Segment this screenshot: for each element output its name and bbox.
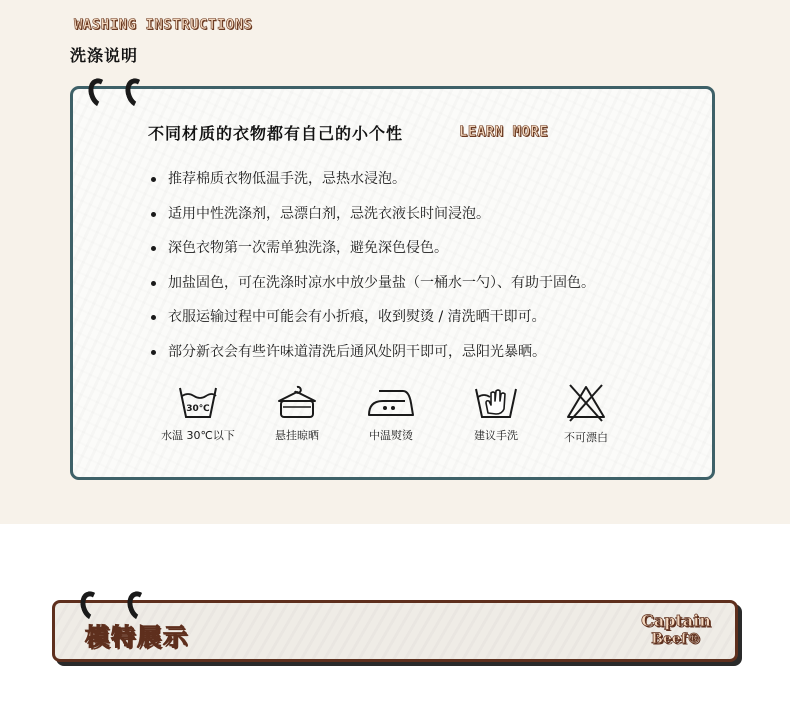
wash-temp-badge: 30℃ (186, 404, 210, 414)
care-label: 水温 30℃以下 (161, 429, 235, 442)
list-item: 加盐固色，可在洗涤时凉水中放少量盐（一桶水一勺）、有助于固色。 (151, 273, 595, 308)
care-label: 不可漂白 (564, 431, 608, 444)
care-item (448, 383, 544, 443)
list-item: 深色衣物第一次需单独洗涤，避免深色侵色。 (151, 238, 595, 273)
section-heading-cn: 洗涤说明 (70, 46, 139, 65)
care-item (150, 383, 246, 443)
learn-more-link[interactable]: LEARN MORE (459, 124, 549, 140)
instructions-card (70, 86, 715, 480)
binder-ring-icon (85, 75, 116, 111)
care-icons-row (73, 383, 712, 463)
card-title: 不同材质的衣物都有自己的小个性 (148, 124, 404, 143)
list-item: 衣服运输过程中可能会有小折痕，收到熨烫 / 清洗晒干即可。 (151, 307, 595, 342)
care-item (343, 383, 439, 443)
banner-title: 模特展示 (85, 623, 189, 651)
instruction-list (151, 169, 595, 376)
logo-line2: Beef® (651, 631, 701, 647)
hang-dry-icon (273, 383, 321, 421)
care-label: 建议手洗 (474, 429, 518, 442)
model-showcase-banner (52, 600, 738, 662)
list-item: 推荐棉质衣物低温手洗，忌热水浸泡。 (151, 169, 595, 204)
wash-30c-icon (176, 383, 220, 421)
list-item: 适用中性洗涤剂，忌漂白剂，忌洗衣液长时间浸泡。 (151, 204, 595, 239)
care-label: 中温熨烫 (369, 429, 413, 442)
logo-line1: Captain (641, 611, 711, 630)
care-item (538, 383, 634, 445)
iron-medium-icon (365, 383, 417, 421)
list-item: 部分新衣会有些许味道清洗后通风处阴干即可，忌阳光暴晒。 (151, 342, 595, 377)
care-label: 悬挂晾晒 (275, 429, 319, 442)
captain-beef-logo (633, 612, 719, 648)
no-bleach-icon (564, 383, 608, 423)
care-item (249, 383, 345, 443)
section-heading-en: WASHING INSTRUCTIONS (74, 17, 253, 33)
binder-ring-icon (122, 75, 153, 111)
hand-wash-icon (472, 383, 520, 421)
